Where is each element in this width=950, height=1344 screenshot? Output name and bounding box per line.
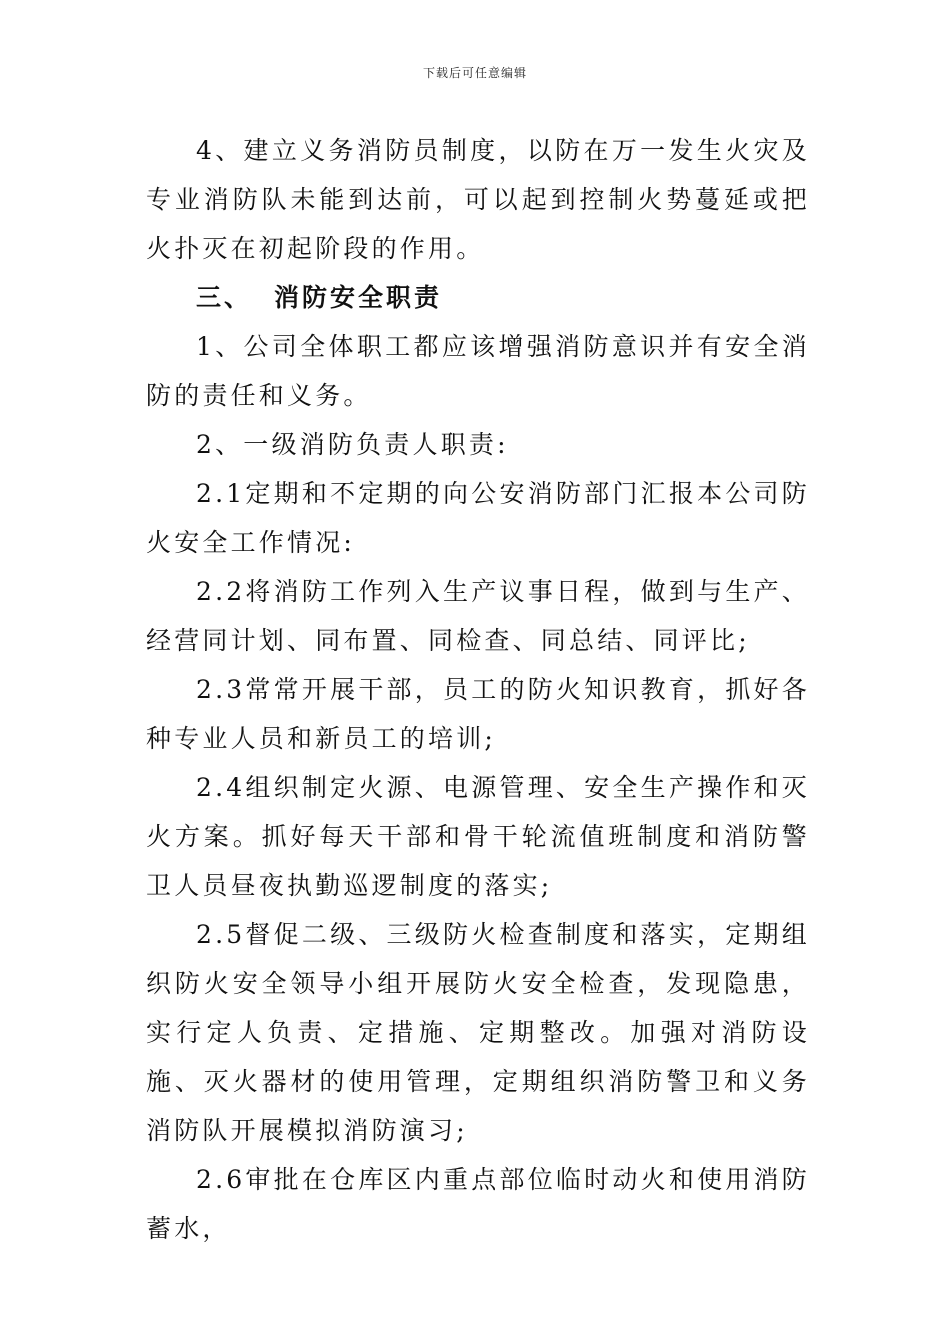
section-heading bbox=[146, 273, 810, 322]
paragraph-item-2-2: 2.2将消防工作列入生产议事日程，做到与生产、经营同计划、同布置、同检查、同总结、同评比; bbox=[146, 577, 810, 655]
document-body bbox=[146, 126, 810, 1253]
paragraph-item-2-4: 2.4组织制定火源、电源管理、安全生产操作和灭火方案。抓好每天干部和骨干轮流值班制度和消防警卫人员昼夜执勤巡逻制度的落实; bbox=[146, 773, 810, 900]
section-title: 消防安全职责 bbox=[274, 283, 443, 312]
section-number: 三、 bbox=[196, 283, 253, 312]
paragraph-volunteer-firefighters: 4、建立义务消防员制度，以防在万一发生火灾及专业消防队未能到达前，可以起到控制火势蔓延或把火扑灭在初起阶段的作用。 bbox=[146, 136, 810, 263]
paragraph-item-2-1: 2.1定期和不定期的向公安消防部门汇报本公司防火安全工作情况: bbox=[146, 479, 810, 557]
paragraph-item-2-6: 2.6审批在仓库区内重点部位临时动火和使用消防蓄水， bbox=[146, 1165, 810, 1243]
paragraph-item-2-5: 2.5督促二级、三级防火检查制度和落实，定期组织防火安全领导小组开展防火安全检查，发现隐患，实行定人负责、定措施、定期整改。加强对消防设施、灭火器材的使用管理，定期组织消防警卫和义务消防队开展模拟消防演习; bbox=[146, 920, 810, 1145]
page-header-note: 下载后可任意编辑 bbox=[422, 66, 527, 80]
paragraph-staff-duty: 1、公司全体职工都应该增强消防意识并有安全消防的责任和义务。 bbox=[146, 332, 810, 410]
paragraph-item-2-3: 2.3常常开展干部，员工的防火知识教育，抓好各种专业人员和新员工的培训; bbox=[146, 675, 810, 753]
paragraph-first-level-duties: 2、一级消防负责人职责: bbox=[196, 430, 509, 459]
